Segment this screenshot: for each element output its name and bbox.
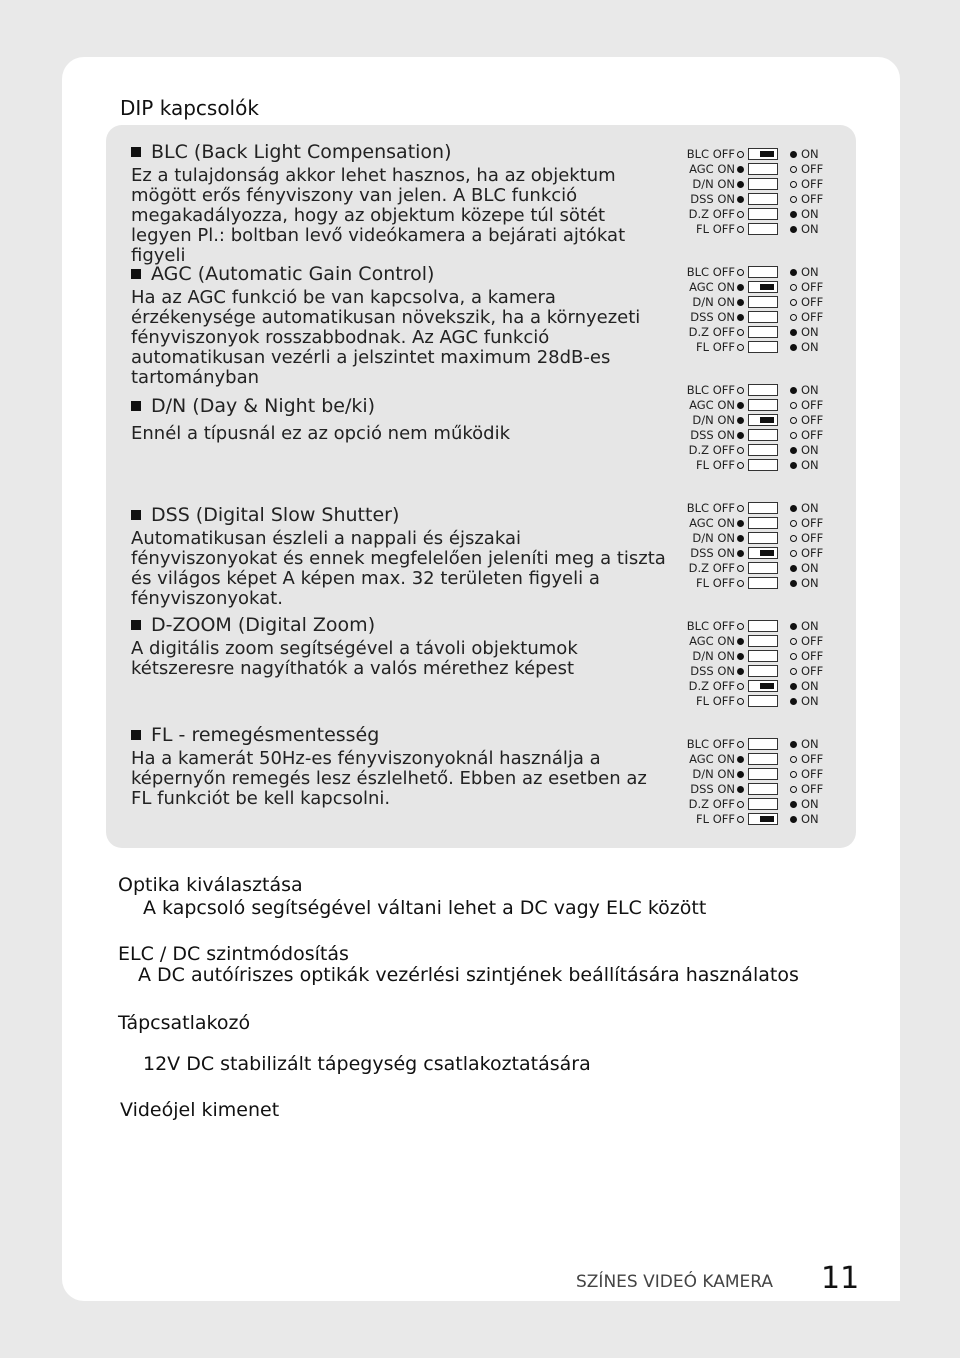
filled-dot-icon bbox=[790, 344, 797, 351]
dip-row bbox=[669, 664, 831, 679]
dip-switch bbox=[748, 650, 778, 662]
dip-diagram bbox=[669, 147, 831, 239]
dip-row bbox=[669, 340, 831, 355]
dip-switch bbox=[748, 502, 778, 514]
dip-label: BLC OFF bbox=[686, 383, 735, 397]
hollow-dot-icon bbox=[790, 181, 797, 188]
dip-switch bbox=[748, 223, 778, 235]
video-heading: Videójel kimenet bbox=[120, 1099, 280, 1121]
section-blc bbox=[131, 140, 671, 266]
dip-row bbox=[669, 177, 831, 192]
dip-row bbox=[669, 782, 831, 797]
dip-label: BLC OFF bbox=[686, 501, 735, 515]
dip-state-label: OFF bbox=[801, 162, 824, 176]
dip-label: AGC ON bbox=[689, 516, 735, 530]
dip-label: AGC ON bbox=[689, 634, 735, 648]
dip-switch bbox=[748, 798, 778, 810]
dip-state-label: OFF bbox=[801, 413, 824, 427]
dip-state-label: OFF bbox=[801, 664, 824, 678]
dip-switch bbox=[748, 148, 778, 160]
filled-dot-icon bbox=[790, 698, 797, 705]
filled-dot-icon bbox=[737, 417, 744, 424]
dip-switch bbox=[748, 193, 778, 205]
dip-label: D/N ON bbox=[692, 413, 735, 427]
dip-state-label: ON bbox=[801, 679, 819, 693]
filled-dot-icon bbox=[790, 801, 797, 808]
dip-label: AGC ON bbox=[689, 752, 735, 766]
dip-row bbox=[669, 737, 831, 752]
dip-label: D.Z OFF bbox=[688, 443, 735, 457]
hollow-dot-icon bbox=[790, 314, 797, 321]
dip-label: AGC ON bbox=[689, 398, 735, 412]
dip-row bbox=[669, 265, 831, 280]
dip-label: BLC OFF bbox=[686, 265, 735, 279]
filled-dot-icon bbox=[790, 565, 797, 572]
hollow-dot-icon bbox=[737, 623, 744, 630]
dip-state-label: OFF bbox=[801, 649, 824, 663]
hollow-dot-icon bbox=[790, 417, 797, 424]
section-body: Ennél a típusnál ez az opció nem működik bbox=[131, 423, 511, 444]
dip-switch bbox=[748, 577, 778, 589]
dip-switch bbox=[748, 813, 778, 825]
dip-state-label: ON bbox=[801, 458, 819, 472]
filled-dot-icon bbox=[737, 196, 744, 203]
dip-switch bbox=[748, 532, 778, 544]
dip-switch bbox=[748, 680, 778, 692]
dip-label: FL OFF bbox=[696, 222, 735, 236]
dip-row bbox=[669, 501, 831, 516]
dip-switch bbox=[748, 384, 778, 396]
filled-dot-icon bbox=[790, 329, 797, 336]
filled-dot-icon bbox=[737, 638, 744, 645]
dip-row bbox=[669, 207, 831, 222]
hollow-dot-icon bbox=[790, 196, 797, 203]
filled-dot-icon bbox=[737, 756, 744, 763]
hollow-dot-icon bbox=[737, 801, 744, 808]
switch-knob bbox=[760, 550, 774, 556]
hollow-dot-icon bbox=[737, 226, 744, 233]
dip-diagram bbox=[669, 737, 831, 829]
power-desc: 12V DC stabilizált tápegység csatlakoztatására bbox=[143, 1053, 591, 1075]
hollow-dot-icon bbox=[790, 520, 797, 527]
dip-label: FL OFF bbox=[696, 576, 735, 590]
filled-dot-icon bbox=[790, 447, 797, 454]
hollow-dot-icon bbox=[790, 166, 797, 173]
hollow-dot-icon bbox=[790, 299, 797, 306]
section-fl bbox=[131, 723, 671, 809]
switch-knob bbox=[760, 683, 774, 689]
filled-dot-icon bbox=[790, 741, 797, 748]
hollow-dot-icon bbox=[790, 771, 797, 778]
filled-dot-icon bbox=[737, 181, 744, 188]
dip-label: D/N ON bbox=[692, 295, 735, 309]
hollow-dot-icon bbox=[790, 638, 797, 645]
dip-label: FL OFF bbox=[696, 458, 735, 472]
section-heading: DSS (Digital Slow Shutter) bbox=[151, 504, 400, 526]
dip-state-label: OFF bbox=[801, 280, 824, 294]
dip-label: FL OFF bbox=[696, 812, 735, 826]
dip-state-label: ON bbox=[801, 147, 819, 161]
section-heading: AGC (Automatic Gain Control) bbox=[151, 263, 435, 285]
dip-switch bbox=[748, 414, 778, 426]
hollow-dot-icon bbox=[790, 284, 797, 291]
dip-switch bbox=[748, 163, 778, 175]
hollow-dot-icon bbox=[737, 447, 744, 454]
dip-switch bbox=[748, 547, 778, 559]
dip-switch bbox=[748, 562, 778, 574]
dip-diagram bbox=[669, 501, 831, 593]
filled-dot-icon bbox=[737, 550, 744, 557]
dip-switch bbox=[748, 695, 778, 707]
dip-switch bbox=[748, 459, 778, 471]
dip-label: DSS ON bbox=[690, 664, 735, 678]
bullet-square-icon bbox=[131, 620, 141, 630]
filled-dot-icon bbox=[737, 786, 744, 793]
bullet-square-icon bbox=[131, 147, 141, 157]
dip-state-label: ON bbox=[801, 325, 819, 339]
dip-switch bbox=[748, 326, 778, 338]
hollow-dot-icon bbox=[737, 387, 744, 394]
filled-dot-icon bbox=[737, 402, 744, 409]
section-heading: D/N (Day & Night be/ki) bbox=[151, 395, 376, 417]
hollow-dot-icon bbox=[737, 269, 744, 276]
dip-label: AGC ON bbox=[689, 162, 735, 176]
dip-switch bbox=[748, 296, 778, 308]
dip-state-label: ON bbox=[801, 694, 819, 708]
dip-switch bbox=[748, 399, 778, 411]
dip-state-label: OFF bbox=[801, 531, 824, 545]
dip-row bbox=[669, 634, 831, 649]
dip-switch bbox=[748, 429, 778, 441]
dip-state-label: ON bbox=[801, 576, 819, 590]
bullet-square-icon bbox=[131, 401, 141, 411]
dip-state-label: OFF bbox=[801, 782, 824, 796]
filled-dot-icon bbox=[737, 771, 744, 778]
dip-diagram bbox=[669, 265, 831, 357]
bullet-square-icon bbox=[131, 269, 141, 279]
dip-state-label: OFF bbox=[801, 546, 824, 560]
dip-state-label: OFF bbox=[801, 752, 824, 766]
dip-switch bbox=[748, 738, 778, 750]
dip-state-label: ON bbox=[801, 797, 819, 811]
hollow-dot-icon bbox=[737, 565, 744, 572]
dip-state-label: ON bbox=[801, 737, 819, 751]
dip-state-label: OFF bbox=[801, 192, 824, 206]
dip-row bbox=[669, 147, 831, 162]
dip-label: DSS ON bbox=[690, 192, 735, 206]
dip-state-label: OFF bbox=[801, 767, 824, 781]
dip-label: FL OFF bbox=[696, 694, 735, 708]
section-body: Ha a kamerát 50Hz-es fényviszonyoknál használja a képernyőn remegés lesz észlelhető. Ebben az esetben az FL funkciót be kell kapcsolni. bbox=[131, 748, 647, 809]
filled-dot-icon bbox=[790, 269, 797, 276]
dip-row bbox=[669, 812, 831, 827]
dip-state-label: OFF bbox=[801, 177, 824, 191]
filled-dot-icon bbox=[790, 226, 797, 233]
filled-dot-icon bbox=[790, 816, 797, 823]
dip-row bbox=[669, 162, 831, 177]
filled-dot-icon bbox=[790, 580, 797, 587]
dip-row bbox=[669, 516, 831, 531]
section-body: Ez a tulajdonság akkor lehet hasznos, ha az objektum mögött erős fényviszony van jelen. A BLC funkció megakadályozza, hogy az objektum közepe túl sötét legyen Pl.: boltban levő videókamera a bejárati ajtókat figyeli bbox=[131, 165, 626, 266]
dip-row bbox=[669, 458, 831, 473]
dip-state-label: OFF bbox=[801, 634, 824, 648]
dip-label: D.Z OFF bbox=[688, 561, 735, 575]
dip-row bbox=[669, 310, 831, 325]
dip-row bbox=[669, 649, 831, 664]
page-title: DIP kapcsolók bbox=[120, 96, 259, 120]
hollow-dot-icon bbox=[737, 580, 744, 587]
dip-row bbox=[669, 679, 831, 694]
dip-label: DSS ON bbox=[690, 310, 735, 324]
dip-row bbox=[669, 752, 831, 767]
section-heading: FL - remegésmentesség bbox=[151, 724, 380, 746]
dip-state-label: ON bbox=[801, 207, 819, 221]
dip-state-label: OFF bbox=[801, 310, 824, 324]
dip-label: D.Z OFF bbox=[688, 797, 735, 811]
section-heading: D-ZOOM (Digital Zoom) bbox=[151, 614, 376, 636]
dip-label: BLC OFF bbox=[686, 619, 735, 633]
dip-row bbox=[669, 383, 831, 398]
dip-row bbox=[669, 619, 831, 634]
dip-switch bbox=[748, 208, 778, 220]
filled-dot-icon bbox=[737, 314, 744, 321]
dip-switch bbox=[748, 444, 778, 456]
hollow-dot-icon bbox=[737, 741, 744, 748]
dip-label: BLC OFF bbox=[686, 737, 735, 751]
page-number-tab bbox=[793, 1243, 900, 1301]
dip-row bbox=[669, 280, 831, 295]
section-agc bbox=[131, 262, 671, 388]
dip-row bbox=[669, 192, 831, 207]
dip-state-label: ON bbox=[801, 619, 819, 633]
switch-knob bbox=[760, 284, 774, 290]
hollow-dot-icon bbox=[790, 786, 797, 793]
dip-state-label: ON bbox=[801, 222, 819, 236]
hollow-dot-icon bbox=[790, 535, 797, 542]
hollow-dot-icon bbox=[790, 402, 797, 409]
bullet-square-icon bbox=[131, 510, 141, 520]
dip-row bbox=[669, 428, 831, 443]
bullet-square-icon bbox=[131, 730, 141, 740]
dip-label: AGC ON bbox=[689, 280, 735, 294]
hollow-dot-icon bbox=[790, 432, 797, 439]
filled-dot-icon bbox=[790, 151, 797, 158]
section-dn bbox=[131, 394, 671, 444]
filled-dot-icon bbox=[790, 623, 797, 630]
dip-state-label: ON bbox=[801, 340, 819, 354]
dip-row bbox=[669, 443, 831, 458]
dip-diagram bbox=[669, 619, 831, 711]
dip-switch bbox=[748, 665, 778, 677]
hollow-dot-icon bbox=[790, 756, 797, 763]
section-body: Automatikusan észleli a nappali és éjszakai fényviszonyokat és ennek megfelelően jeleníti meg a tiszta és világos képet A képen max. 32 területen figyeli a fényviszonyokat. bbox=[131, 528, 666, 609]
dip-state-label: ON bbox=[801, 443, 819, 457]
dip-row bbox=[669, 576, 831, 591]
dip-switch bbox=[748, 266, 778, 278]
hollow-dot-icon bbox=[790, 653, 797, 660]
dip-label: DSS ON bbox=[690, 782, 735, 796]
dip-label: BLC OFF bbox=[686, 147, 735, 161]
section-dss bbox=[131, 503, 671, 609]
filled-dot-icon bbox=[790, 683, 797, 690]
hollow-dot-icon bbox=[737, 462, 744, 469]
dip-row bbox=[669, 797, 831, 812]
filled-dot-icon bbox=[737, 166, 744, 173]
section-body: Ha az AGC funkció be van kapcsolva, a kamera érzékenysége automatikusan növekszik, ha a környezeti fényviszonyok rosszabbodnak. Az AGC funkció automatikusan vezérli a jelszintet maximum 28dB-es tartományban bbox=[131, 287, 641, 388]
dip-row bbox=[669, 413, 831, 428]
switch-knob bbox=[760, 816, 774, 822]
dip-switch bbox=[748, 178, 778, 190]
hollow-dot-icon bbox=[737, 344, 744, 351]
dip-row bbox=[669, 295, 831, 310]
optics-desc: A kapcsoló segítségével váltani lehet a DC vagy ELC között bbox=[143, 897, 707, 919]
dip-label: FL OFF bbox=[696, 340, 735, 354]
hollow-dot-icon bbox=[737, 505, 744, 512]
filled-dot-icon bbox=[737, 653, 744, 660]
dip-label: D/N ON bbox=[692, 649, 735, 663]
filled-dot-icon bbox=[790, 462, 797, 469]
page-number: 11 bbox=[821, 1261, 860, 1296]
level-heading: ELC / DC szintmódosítás bbox=[118, 943, 349, 965]
switch-knob bbox=[760, 417, 774, 423]
dip-label: D.Z OFF bbox=[688, 325, 735, 339]
optics-heading: Optika kiválasztása bbox=[118, 874, 303, 896]
power-heading: Tápcsatlakozó bbox=[118, 1012, 251, 1034]
dip-switch bbox=[748, 311, 778, 323]
filled-dot-icon bbox=[737, 284, 744, 291]
filled-dot-icon bbox=[790, 387, 797, 394]
switch-knob bbox=[760, 151, 774, 157]
dip-row bbox=[669, 531, 831, 546]
dip-diagram bbox=[669, 383, 831, 475]
dip-label: D/N ON bbox=[692, 177, 735, 191]
dip-label: D.Z OFF bbox=[688, 207, 735, 221]
dip-switch bbox=[748, 768, 778, 780]
dip-state-label: OFF bbox=[801, 295, 824, 309]
dip-switch bbox=[748, 620, 778, 632]
dip-label: D/N ON bbox=[692, 531, 735, 545]
footer-title: SZÍNES VIDEÓ KAMERA bbox=[576, 1272, 774, 1292]
dip-switch bbox=[748, 517, 778, 529]
section-body: A digitális zoom segítségével a távoli objektumok kétszeresre nagyíthatók a valós mérethez képest bbox=[131, 638, 578, 679]
dip-state-label: OFF bbox=[801, 398, 824, 412]
hollow-dot-icon bbox=[737, 698, 744, 705]
dip-row bbox=[669, 546, 831, 561]
dip-row bbox=[669, 767, 831, 782]
dip-state-label: ON bbox=[801, 501, 819, 515]
filled-dot-icon bbox=[737, 299, 744, 306]
filled-dot-icon bbox=[790, 211, 797, 218]
dip-switch bbox=[748, 281, 778, 293]
filled-dot-icon bbox=[790, 505, 797, 512]
dip-row bbox=[669, 325, 831, 340]
dip-label: DSS ON bbox=[690, 546, 735, 560]
filled-dot-icon bbox=[737, 668, 744, 675]
dip-state-label: ON bbox=[801, 561, 819, 575]
hollow-dot-icon bbox=[737, 211, 744, 218]
filled-dot-icon bbox=[737, 535, 744, 542]
dip-state-label: OFF bbox=[801, 428, 824, 442]
hollow-dot-icon bbox=[737, 329, 744, 336]
dip-row bbox=[669, 222, 831, 237]
dip-label: D/N ON bbox=[692, 767, 735, 781]
filled-dot-icon bbox=[737, 520, 744, 527]
dip-state-label: ON bbox=[801, 383, 819, 397]
dip-state-label: ON bbox=[801, 812, 819, 826]
dip-state-label: OFF bbox=[801, 516, 824, 530]
dip-state-label: ON bbox=[801, 265, 819, 279]
hollow-dot-icon bbox=[737, 151, 744, 158]
hollow-dot-icon bbox=[737, 683, 744, 690]
filled-dot-icon bbox=[737, 432, 744, 439]
section-dzoom bbox=[131, 613, 671, 679]
section-heading: BLC (Back Light Compensation) bbox=[151, 141, 452, 163]
dip-switch bbox=[748, 753, 778, 765]
hollow-dot-icon bbox=[790, 550, 797, 557]
hollow-dot-icon bbox=[790, 668, 797, 675]
hollow-dot-icon bbox=[737, 816, 744, 823]
level-desc: A DC autóíriszes optikák vezérlési szintjének beállítására használatos bbox=[138, 964, 799, 986]
dip-row bbox=[669, 398, 831, 413]
dip-row bbox=[669, 561, 831, 576]
dip-switch bbox=[748, 783, 778, 795]
dip-label: DSS ON bbox=[690, 428, 735, 442]
dip-label: D.Z OFF bbox=[688, 679, 735, 693]
dip-switch bbox=[748, 635, 778, 647]
dip-row bbox=[669, 694, 831, 709]
dip-switch bbox=[748, 341, 778, 353]
